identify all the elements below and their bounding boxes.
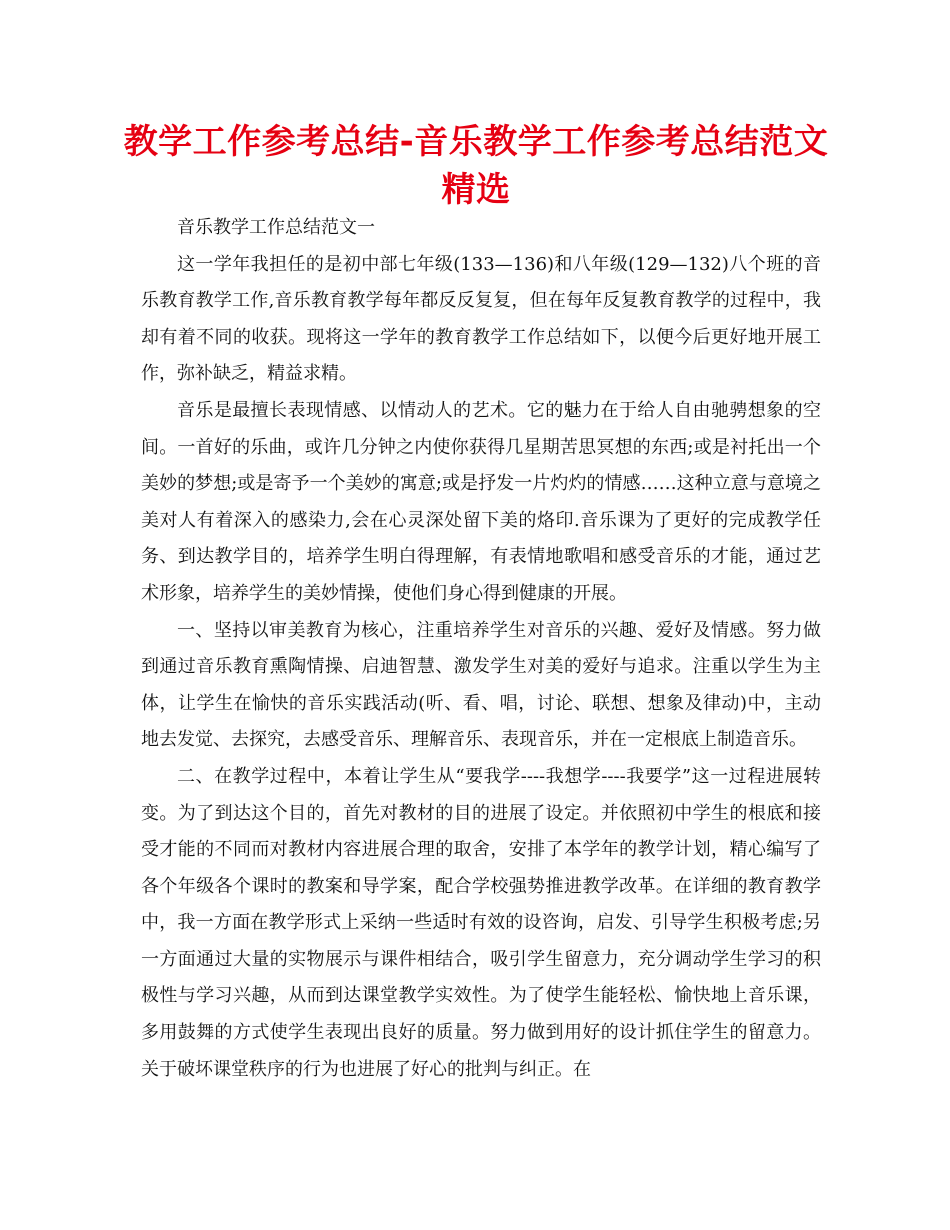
paragraph: 音乐是最擅长表现情感、以情动人的艺术。它的魅力在于给人自由驰骋想象的空间。一首好的乐曲，或许几分钟之内使你获得几星期苦思冥想的东西;或是衬托出一个美妙的梦想;或是寄予一个美妙的寓意;或是抒发一片灼灼的情感……这种立意与意境之美对人有着深入的感染力,会在心灵深处留下美的烙印.音乐课为了更好的完成教学任务、到达教学目的，培养学生明白得理解，有表情地歌唱和感受音乐的才能，通过艺术形象，培养学生的美妙情操，使他们身心得到健康的开展。	[141, 399, 821, 604]
paragraph: 二、在教学过程中，本着让学生从“要我学----我想学----我要学”这一过程进展转变。为了到达这个目的，首先对教材的目的进展了设定。并依照初中学生的根底和接受才能的不同而对教材内容进展合理的取舍，安排了本学年的教学计划，精心编写了各个年级各个课时的教案和导学案，配合学校强势推进教学改革。在详细的教育教学中，我一方面在教学形式上采纳一些适时有效的设咨询，启发、引导学生积极考虑;另一方面通过大量的实物展示与课件相结合，吸引学生留意力，充分调动学生学习的积极性与学习兴趣，从而到达课堂教学实效性。为了使学生能轻松、愉快地上音乐课，多用鼓舞的方式使学生表现出良好的质量。努力做到用好的设计抓住学生的留意力。关于破坏课堂秩序的行为也进展了好心的批判与纠正。在	[141, 765, 821, 1080]
document-body	[141, 210, 821, 1088]
paragraph: 一、坚持以审美教育为核心，注重培养学生对音乐的兴趣、爱好及情感。努力做到通过音乐教育熏陶情操、启迪智慧、激发学生对美的爱好与追求。注重以学生为主体，让学生在愉快的音乐实践活动(听、看、唱，讨论、联想、想象及律动)中，主动地去发觉、去探究，去感受音乐、理解音乐、表现音乐，并在一定根底上制造音乐。	[141, 619, 821, 751]
paragraph: 这一学年我担任的是初中部七年级(133—136)和八年级(129—132)八个班的音乐教育教学工作,音乐教育教学每年都反反复复，但在每年反复教育教学的过程中，我却有着不同的收获。现将这一学年的教育教学工作总结如下，以便今后更好地开展工作，弥补缺乏，精益求精。	[141, 253, 821, 385]
document-title: 教学工作参考总结-音乐教学工作参考总结范文精选	[123, 122, 829, 210]
section-subtitle: 音乐教学工作总结范文一	[177, 217, 375, 238]
